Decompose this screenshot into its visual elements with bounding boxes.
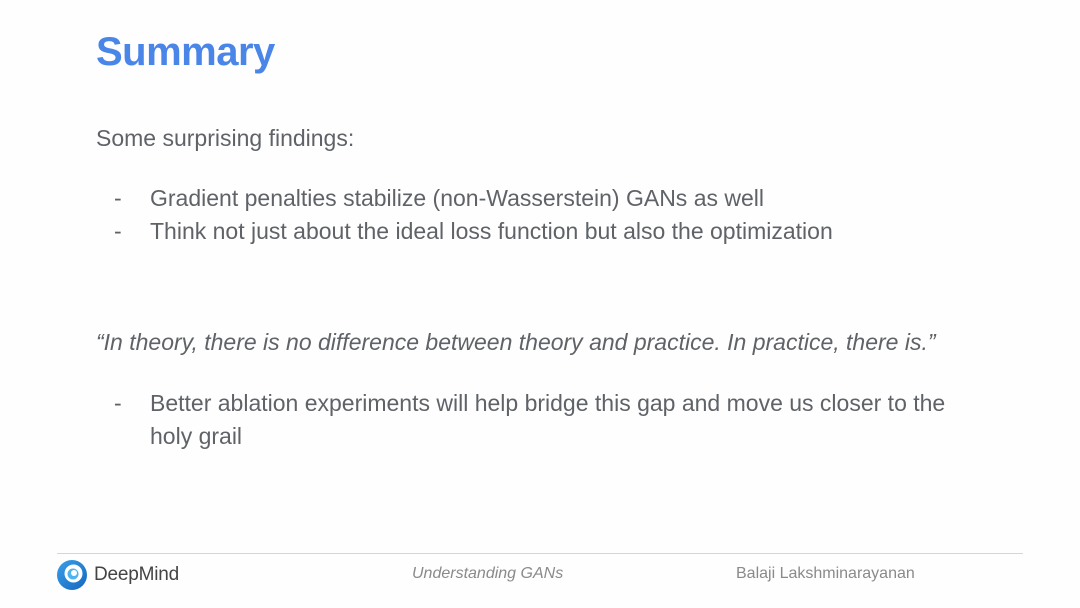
deepmind-logo bbox=[56, 559, 179, 591]
footer-presentation-title: Understanding GANs bbox=[412, 565, 564, 582]
bullet-text: Better ablation experiments will help bridge this gap and move us closer to the holy grail bbox=[150, 390, 946, 449]
deepmind-logo-icon bbox=[56, 559, 88, 591]
list-item bbox=[96, 182, 996, 215]
bullet-dash: - bbox=[114, 218, 122, 244]
bullet-text: Think not just about the ideal loss function but also the optimization bbox=[150, 218, 833, 244]
list-item bbox=[96, 215, 996, 248]
bullet-dash: - bbox=[114, 390, 122, 416]
findings-list bbox=[96, 182, 996, 248]
intro-text: Some surprising findings: bbox=[96, 125, 355, 151]
slide-title: Summary bbox=[96, 30, 275, 74]
list-item bbox=[96, 387, 990, 453]
ablation-list bbox=[96, 387, 996, 453]
logo-text: DeepMind bbox=[94, 564, 180, 585]
bullet-text: Gradient penalties stabilize (non-Wasserstein) GANs as well bbox=[150, 185, 765, 211]
footer-author: Balaji Lakshminarayanan bbox=[736, 565, 915, 582]
quote-text: “In theory, there is no difference between theory and practice. In practice, there is.” bbox=[96, 329, 936, 355]
bullet-dash: - bbox=[114, 185, 122, 211]
footer-divider bbox=[57, 553, 1023, 554]
